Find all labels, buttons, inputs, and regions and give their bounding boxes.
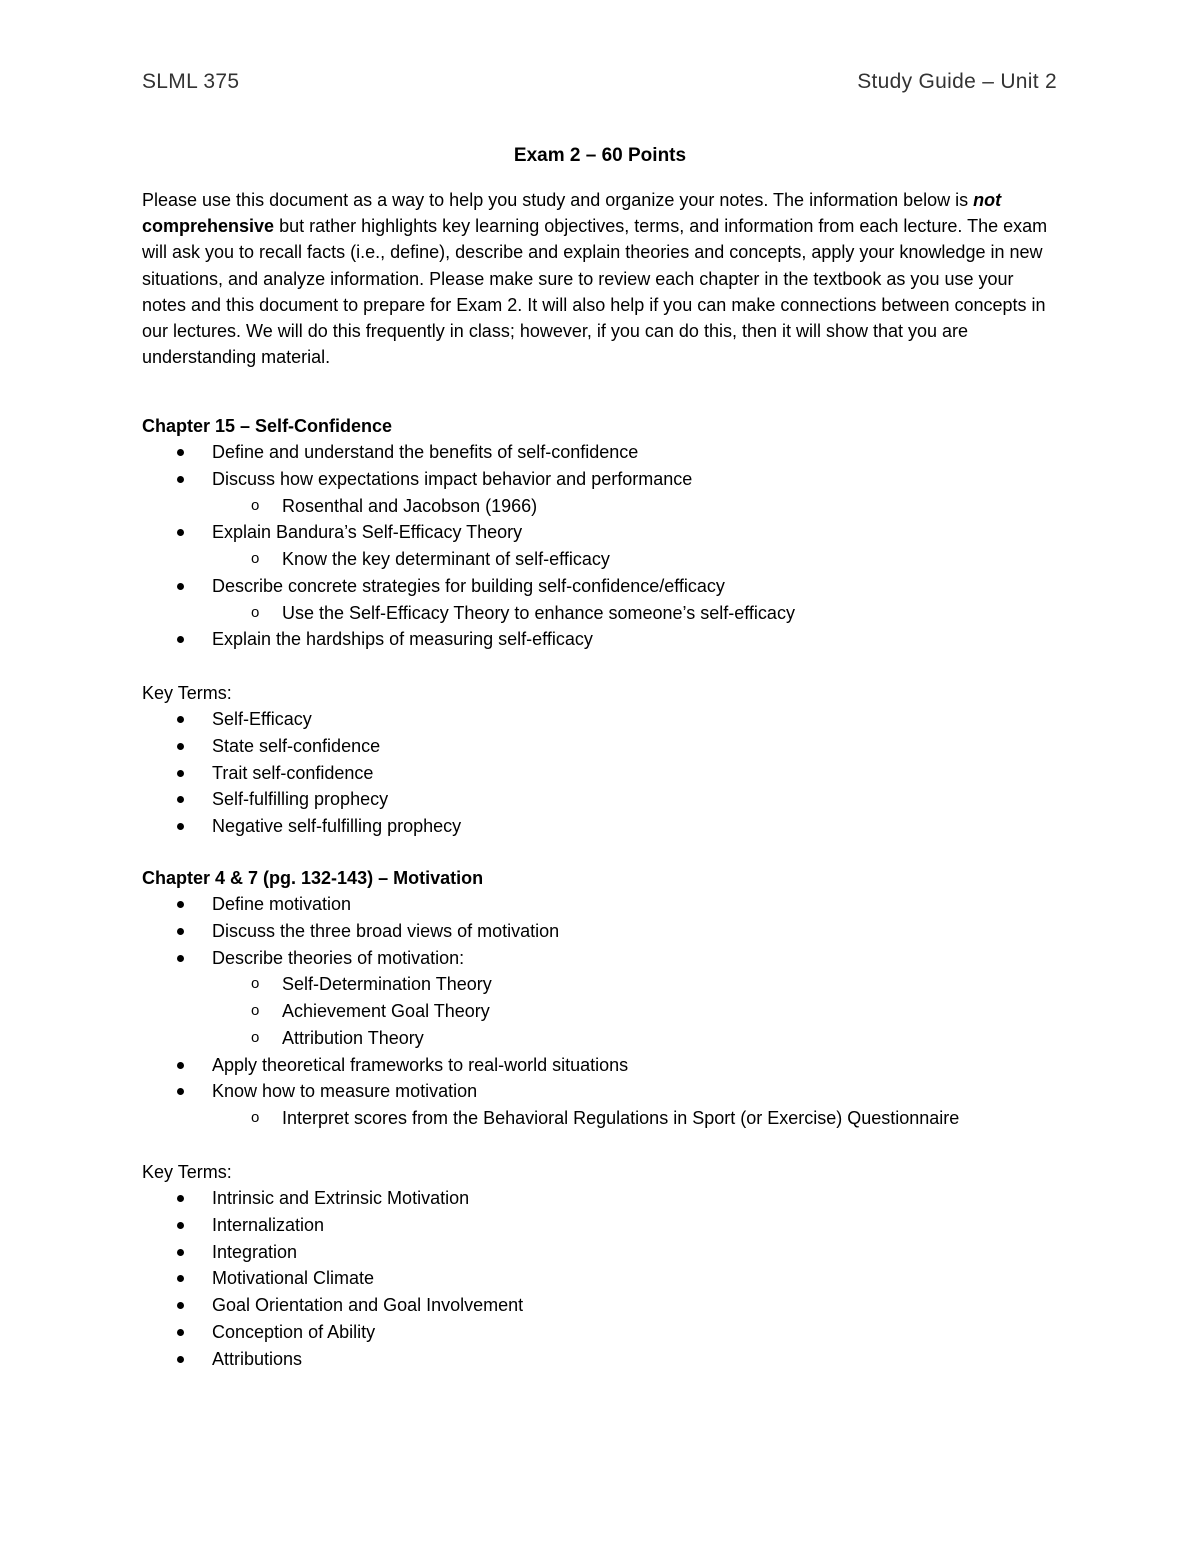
list-item-text: Negative self-fulfilling prophecy [212, 816, 462, 837]
list-item-text: State self-confidence [212, 736, 381, 756]
list-item [142, 1319, 1062, 1346]
chapter-4-section [142, 865, 1062, 1132]
list-item [142, 626, 1062, 653]
list-item [142, 519, 1062, 546]
list-item [142, 945, 1062, 972]
sub-list-item [142, 1025, 1062, 1052]
chapter-15-section [142, 413, 1062, 653]
list-item-text: Goal Orientation and Goal Involvement [212, 1295, 524, 1316]
page-title: Exam 2 – 60 Points [513, 145, 687, 166]
list-item-text: Rosenthal and Jacobson (1966) [282, 495, 538, 516]
intro-not: not [973, 190, 1002, 210]
list-item [142, 813, 1062, 840]
sub-bullet-marker: o [251, 1108, 260, 1126]
list-item [142, 1265, 1062, 1292]
chapter-4-list [142, 891, 1062, 1131]
list-item-text: Conception of Ability [212, 1321, 376, 1342]
list-item [142, 891, 1062, 918]
chapter-15-heading: Chapter 15 – Self-Confidence [142, 416, 393, 436]
list-item [142, 1185, 1062, 1212]
sub-list-item [142, 971, 1062, 998]
list-item-text: Describe theories of motivation: [212, 947, 465, 968]
list-item-text: Attributions [212, 1348, 303, 1369]
list-item-text: Know the key determinant of self-efficacy [282, 549, 610, 570]
list-item [142, 1292, 1062, 1319]
list-item-text: Achievement Goal Theory [282, 1001, 490, 1022]
sub-list-item [142, 546, 1062, 573]
list-item [142, 573, 1062, 600]
course-code: SLML 375 [142, 70, 240, 93]
chapter-4-heading: Chapter 4 & 7 (pg. 132-143) – Motivation [142, 868, 484, 888]
chapter-15-list [142, 439, 1062, 653]
key-terms-1-section [142, 680, 1062, 840]
list-item [142, 1346, 1062, 1373]
list-item [142, 439, 1062, 466]
list-item-text: Self-Determination Theory [282, 974, 492, 995]
list-item [142, 786, 1062, 813]
list-item [142, 1052, 1062, 1079]
list-item [142, 760, 1062, 787]
list-item-text: Intrinsic and Extrinsic Motivation [212, 1188, 470, 1209]
key-terms-1-label: Key Terms: [142, 683, 232, 703]
list-item [142, 466, 1062, 493]
intro-text-1: Please use this document as a way to help you study and organize your notes. The information below is [142, 190, 974, 210]
sub-bullet-marker: o [251, 1002, 260, 1020]
sub-bullet-marker: o [251, 603, 260, 621]
list-item-text: Explain the hardships of measuring self-efficacy [212, 629, 593, 650]
list-item-text: Integration [212, 1241, 298, 1262]
sub-bullet-marker: o [251, 550, 260, 568]
list-item [142, 1239, 1062, 1266]
key-terms-2-section [142, 1159, 1062, 1372]
key-terms-2-label: Key Terms: [142, 1162, 232, 1182]
list-item-text: Self-Efficacy [212, 709, 312, 730]
sub-bullet-marker: o [251, 975, 260, 993]
list-item-text: Self-fulfilling prophecy [212, 789, 389, 810]
list-item-text: Use the Self-Efficacy Theory to enhance someone’s self-efficacy [282, 602, 795, 623]
guide-title: Study Guide – Unit 2 [857, 70, 1057, 93]
list-item [142, 706, 1062, 733]
sub-bullet-marker: o [251, 496, 260, 514]
intro-comprehensive: comprehensive [142, 216, 275, 237]
list-item [142, 1078, 1062, 1105]
list-item-text: Know how to measure motivation [212, 1081, 478, 1102]
sub-list-item [142, 493, 1062, 520]
list-item-text: Attribution Theory [282, 1027, 424, 1048]
list-item-text: Apply theoretical frameworks to real-world situations [212, 1054, 629, 1075]
sub-list-item [142, 998, 1062, 1025]
list-item-text: Internalization [212, 1215, 325, 1235]
list-item-text: Motivational Climate [212, 1268, 375, 1289]
list-item [142, 733, 1062, 760]
list-item-text: Trait self-confidence [212, 762, 374, 783]
list-item [142, 918, 1062, 945]
list-item-text: Discuss the three broad views of motivation [212, 921, 560, 941]
key-terms-1-list [142, 706, 1062, 840]
list-item-text: Define motivation [212, 894, 352, 915]
list-item-text: Define and understand the benefits of self-confidence [212, 442, 639, 463]
sub-list-item [142, 1105, 1062, 1132]
intro-paragraph [142, 187, 1062, 370]
list-item-text: Interpret scores from the Behavioral Regulations in Sport (or Exercise) Questionnaire [282, 1107, 960, 1128]
list-item [142, 1212, 1062, 1239]
sub-list-item [142, 600, 1062, 627]
intro-text-2: but rather highlights key learning objectives, terms, and information from each lecture. The exam will ask you to recall facts (i.e., define), describe and explain theories and concepts, apply your knowledge in new situations, and analyze information. Please make sure to review each chapter in the textbook as you use your notes and this document to prepare for Exam 2. It will also help if you can make connections between concepts in our lectures. We will do this frequently in class; however, if you can do this, then it will show that you are understanding material. [142, 216, 1048, 368]
list-item-text: Describe concrete strategies for building self-confidence/efficacy [212, 575, 725, 596]
key-terms-2-list [142, 1185, 1062, 1372]
list-item-text: Explain Bandura’s Self-Efficacy Theory [212, 522, 523, 543]
list-item-text: Discuss how expectations impact behavior and performance [212, 469, 693, 489]
sub-bullet-marker: o [251, 1028, 260, 1046]
